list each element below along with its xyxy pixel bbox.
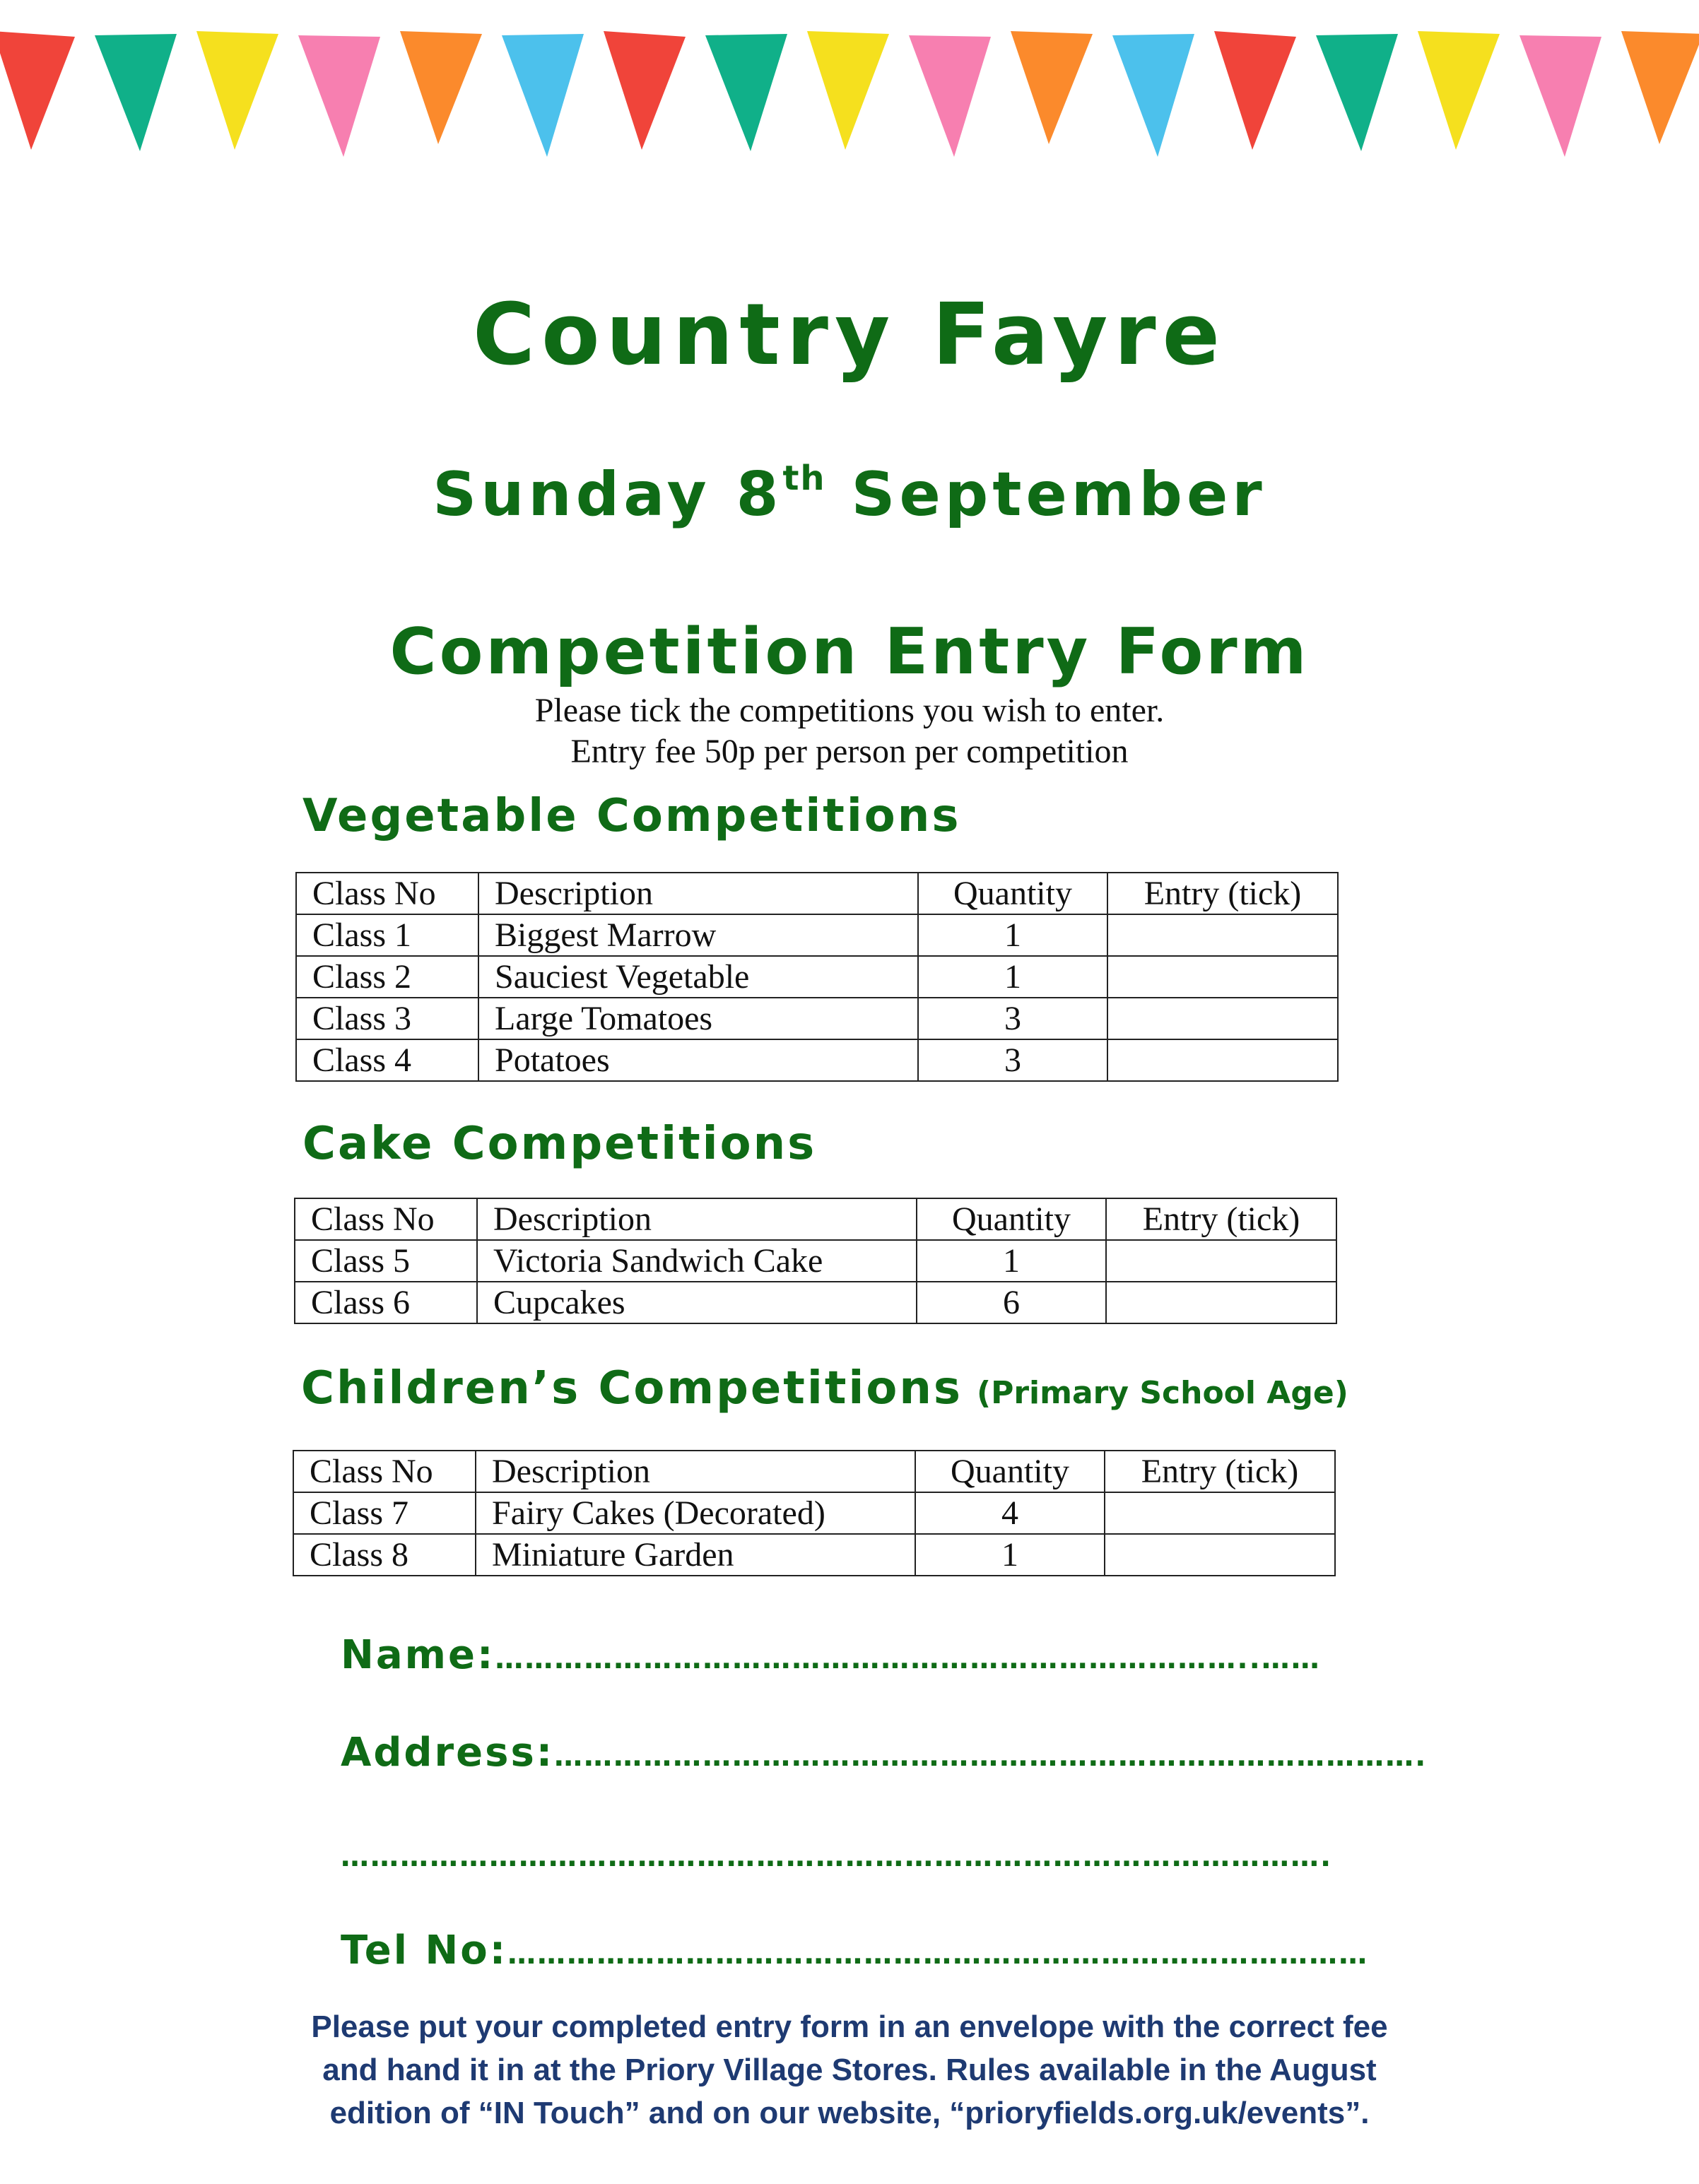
tel-label: Tel No: <box>341 1928 508 1973</box>
address-line-2-field[interactable] <box>341 1830 1332 1876</box>
footer-instructions <box>0 2005 1699 2135</box>
event-date-ordinal: th <box>782 459 826 499</box>
bunting-flag <box>604 31 686 150</box>
quantity-cell: 1 <box>918 956 1107 998</box>
bunting-flag <box>705 34 787 151</box>
name-label: Name: <box>341 1632 495 1678</box>
event-date-day: Sunday 8 <box>433 459 783 530</box>
vegetable-section-heading: Vegetable Competitions <box>302 790 961 842</box>
class-no-cell: Class 8 <box>293 1534 476 1576</box>
tel-field[interactable] <box>341 1928 1368 1973</box>
description-cell: Biggest Marrow <box>478 914 918 956</box>
entry-tick-box[interactable] <box>1105 1492 1335 1534</box>
column-header-quantity: Quantity <box>918 873 1107 914</box>
table-header-row <box>295 1198 1336 1240</box>
name-field[interactable] <box>341 1632 1321 1678</box>
column-header-quantity: Quantity <box>917 1198 1106 1240</box>
description-cell: Large Tomatoes <box>478 998 918 1039</box>
bunting-flag <box>1519 35 1601 157</box>
name-dotted-line: …………………………………………………………………..…… <box>495 1643 1321 1675</box>
quantity-cell: 6 <box>917 1282 1106 1323</box>
quantity-cell: 3 <box>918 1039 1107 1081</box>
column-header-entry: Entry (tick) <box>1107 873 1338 914</box>
address-field[interactable] <box>341 1730 1427 1776</box>
entry-tick-box[interactable] <box>1107 1039 1338 1081</box>
entry-tick-box[interactable] <box>1107 956 1338 998</box>
description-cell: Sauciest Vegetable <box>478 956 918 998</box>
class-no-cell: Class 3 <box>296 998 478 1039</box>
bunting-flag <box>298 35 380 157</box>
description-cell: Cupcakes <box>477 1282 917 1323</box>
bunting-flag <box>1011 31 1093 144</box>
age-note: (Primary School Age) <box>976 1375 1348 1411</box>
tel-dotted-line: …………………………………………………………………………… <box>507 1938 1369 1971</box>
instruction-tick: Please tick the competitions you wish to enter. <box>534 692 1165 729</box>
quantity-cell: 1 <box>915 1534 1105 1576</box>
column-header-description: Description <box>476 1451 915 1492</box>
form-title: Competition Entry Form <box>389 615 1310 689</box>
cake-competitions-table <box>294 1198 1337 1324</box>
quantity-cell: 1 <box>918 914 1107 956</box>
footer-line: Please put your completed entry form in an envelope with the correct fee <box>311 2009 1388 2044</box>
column-header-description: Description <box>477 1198 917 1240</box>
bunting-flag <box>95 34 177 151</box>
address-label: Address: <box>341 1730 555 1776</box>
bunting-flag <box>1418 31 1500 150</box>
description-cell: Victoria Sandwich Cake <box>477 1240 917 1282</box>
table-row <box>296 956 1338 998</box>
event-date-month: September <box>851 459 1266 530</box>
entry-tick-box[interactable] <box>1105 1534 1335 1576</box>
address-line-2-dotted-line: ………………………………………………………………………………………. <box>341 1841 1333 1873</box>
column-header-quantity: Quantity <box>915 1451 1105 1492</box>
vegetable-competitions-table <box>295 872 1339 1082</box>
entry-tick-box[interactable] <box>1106 1282 1336 1323</box>
class-no-cell: Class 7 <box>293 1492 476 1534</box>
table-row <box>296 998 1338 1039</box>
class-no-cell: Class 1 <box>296 914 478 956</box>
table-header-row <box>296 873 1338 914</box>
address-dotted-line: ……………………………………………………………………………. <box>554 1740 1428 1773</box>
bunting-decoration <box>0 0 1699 184</box>
quantity-cell: 4 <box>915 1492 1105 1534</box>
class-no-cell: Class 6 <box>295 1282 477 1323</box>
description-cell: Fairy Cakes (Decorated) <box>476 1492 915 1534</box>
quantity-cell: 3 <box>918 998 1107 1039</box>
table-row <box>295 1240 1336 1282</box>
page-title: Country Fayre <box>473 286 1226 384</box>
table-row <box>296 1039 1338 1081</box>
column-header-entry: Entry (tick) <box>1106 1198 1336 1240</box>
description-cell: Potatoes <box>478 1039 918 1081</box>
entry-tick-box[interactable] <box>1107 914 1338 956</box>
bunting-flag <box>1621 31 1699 144</box>
table-row <box>296 914 1338 956</box>
class-no-cell: Class 2 <box>296 956 478 998</box>
class-no-cell: Class 5 <box>295 1240 477 1282</box>
bunting-flag <box>196 31 278 150</box>
column-header-class-no: Class No <box>293 1451 476 1492</box>
bunting-flag <box>1316 34 1398 151</box>
childrens-section-title: Children’s Competitions <box>301 1362 963 1415</box>
class-no-cell: Class 4 <box>296 1039 478 1081</box>
footer-line: edition of “IN Touch” and on our website, “prioryfields.org.uk/events”. <box>329 2096 1370 2130</box>
bunting-flag <box>502 34 584 157</box>
event-date <box>0 459 1699 530</box>
column-header-description: Description <box>478 873 918 914</box>
childrens-section-heading <box>301 1362 1348 1415</box>
bunting-flag <box>400 31 482 144</box>
quantity-cell: 1 <box>917 1240 1106 1282</box>
column-header-class-no: Class No <box>295 1198 477 1240</box>
footer-line: and hand it in at the Priory Village Stores. Rules available in the August <box>322 2053 1377 2087</box>
table-row <box>293 1534 1335 1576</box>
bunting-flag <box>909 35 991 157</box>
table-header-row <box>293 1451 1335 1492</box>
table-row <box>293 1492 1335 1534</box>
description-cell: Miniature Garden <box>476 1534 915 1576</box>
table-row <box>295 1282 1336 1323</box>
bunting-flag <box>1112 34 1194 157</box>
instruction-fee: Entry fee 50p per person per competition <box>570 733 1129 770</box>
column-header-entry: Entry (tick) <box>1105 1451 1335 1492</box>
bunting-flag <box>1214 31 1296 150</box>
cake-section-heading: Cake Competitions <box>302 1118 817 1170</box>
bunting-flag <box>0 31 75 150</box>
entry-tick-box[interactable] <box>1106 1240 1336 1282</box>
bunting-flag <box>807 31 889 150</box>
column-header-class-no: Class No <box>296 873 478 914</box>
childrens-competitions-table <box>293 1450 1336 1576</box>
entry-tick-box[interactable] <box>1107 998 1338 1039</box>
